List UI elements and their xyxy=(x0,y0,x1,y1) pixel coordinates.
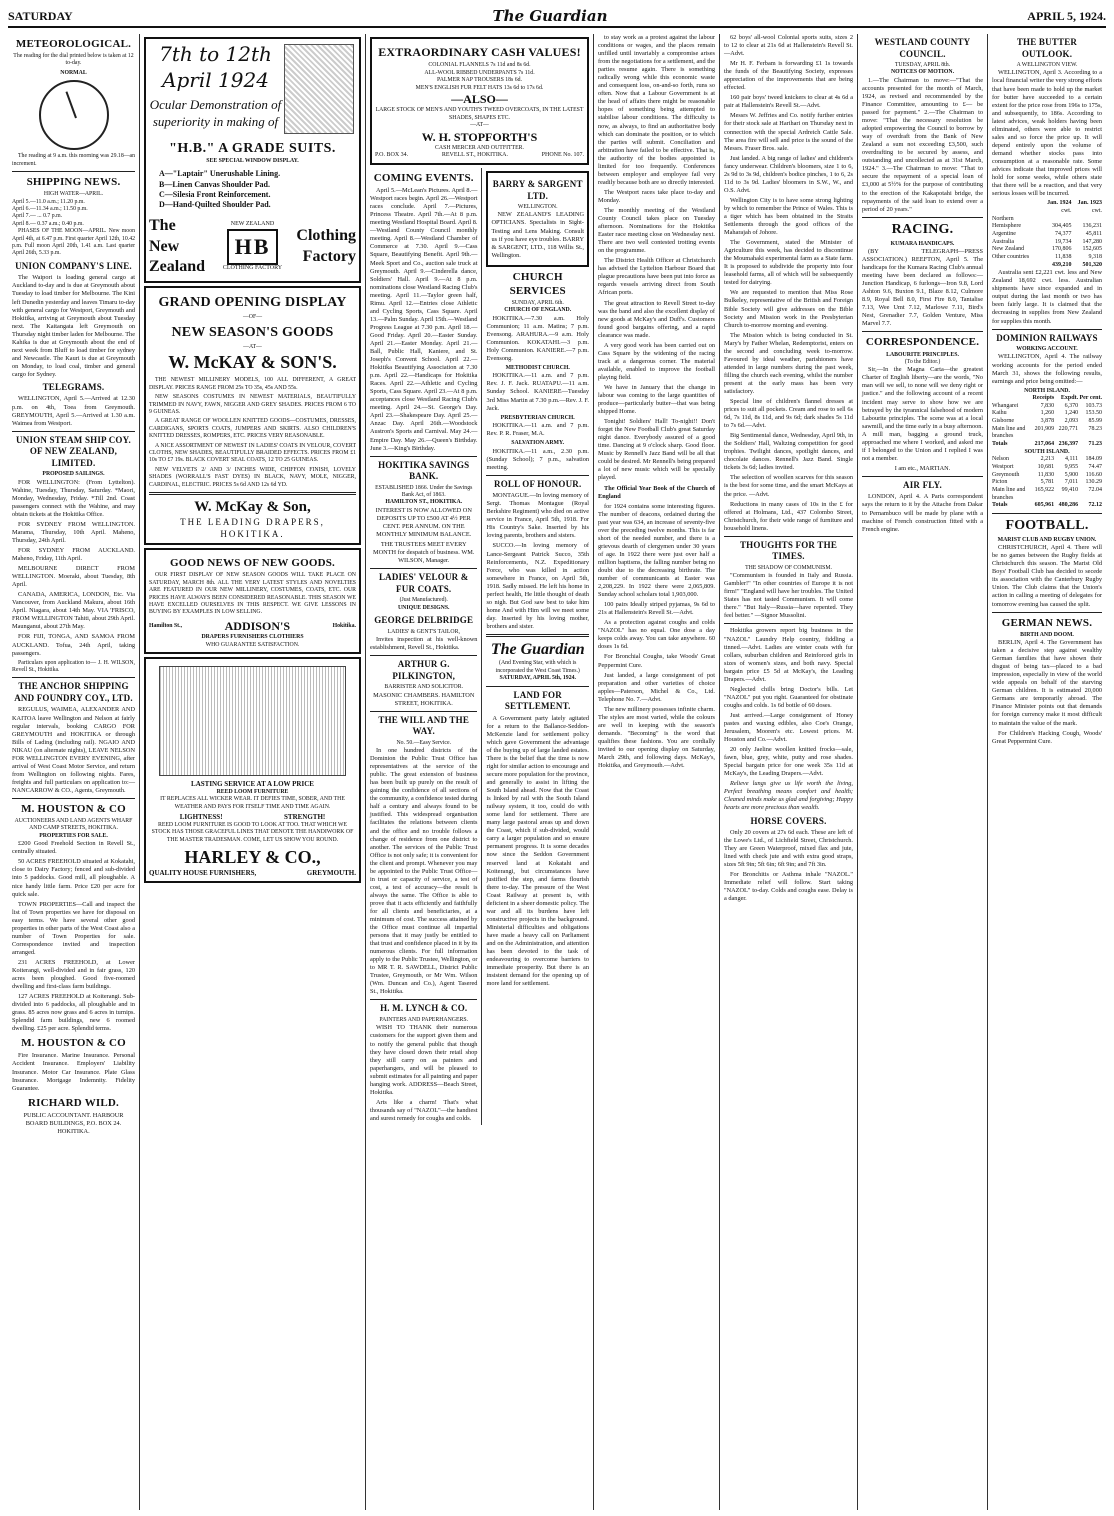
table-row: Other countries 11,838 9,318 xyxy=(992,253,1103,260)
hb-ocular: Ocular Demonstration of superiority in making of xyxy=(149,97,282,129)
church-meth-text: HOKITIKA.—11 a.m. and 7 p.m. Rev. J. F. Jack. RUATAPU.—11 a.m. Sunday School. KANIERE—Tuesday 3rd Miss Martin at 7.30 p.m.—Rev. J. F. Jack. xyxy=(486,372,589,412)
hb-date-2: April 1924 xyxy=(162,67,269,92)
church-sa: SALVATION ARMY. xyxy=(511,440,565,447)
harley-title: HARLEY & CO., xyxy=(184,847,321,868)
table-row: Gisborne 3,878 2,093 85.99 xyxy=(992,418,1102,425)
ecv-item: ALL-WOOL RIBBED UNDERPANTS 7s 11d. xyxy=(424,69,535,76)
hb-badge: HB xyxy=(227,229,279,265)
land-title: LAND FOR SETTLEMENT. xyxy=(504,689,571,712)
guardian-sub: (And Evening Star, with which is incorporated the West Coast Times.) xyxy=(495,660,580,674)
col5-top: to stay work as a protest against the labour conditions or wages, and the places remain unfilled until invariably a compromise arises from the negotiations for a settlement, and the parties resume again. There is something radically wrong while this economic waste and consequent loss, on-and-so forth, runs so often. Now that a Labour Government is at the head of affairs there might be reasonable hopes of something being attempted to stabilise labour conditions. The difficulty is now, as always, to find an authoritative body which can dominate the position, or to which the parties will submit. Conciliation and arbitration have failed to be effective. That is, the authority of the bodies appointed is limited for too frequently. Conferences between employer and employee fail very readily because both are so directly interested. xyxy=(598,34,715,186)
reductions-note: Reductions in many cases of 10s in the £ for offered at Holmans, Ltd., 437 Colombo Street, Christchurch, for their wide range of furniture and household linens. xyxy=(724,500,853,532)
lloyd-strength: STRENGTH! xyxy=(284,813,326,822)
masthead-date: APRIL 5, 1924. xyxy=(1027,8,1106,23)
honey-note: Just arrived.—Large consignment of Honey pastes and waxing edibles, also Coe's Orange, Jerusalem, Mooren's etc. Lowest prices. M. Houston and Co.—Advt. xyxy=(724,711,853,744)
airfly-title: AIR FLY. xyxy=(903,479,942,490)
scarves-note: The selection of woollen scarves for this season is the best for some time, and the smart McKays at the price. —Advt. xyxy=(724,474,853,498)
insurance-text: Fire Insurance. Marine Insurance. Personal Accident Insurance. Employers' Liability Insurance. Motor Car Insurance. Plate Glass Insurance. Mortgage Indemnity. Fidelity Guarantee. xyxy=(12,1052,135,1092)
hsb-addr: HAMILTON ST., HOKITIKA. xyxy=(385,499,463,506)
properties-heading: PROPERTIES FOR SALE. xyxy=(39,832,108,839)
table-row: Main line and branches 165,922 99,410 72.04 xyxy=(992,486,1102,501)
guardian-date: SATURDAY, APRIL 5th, 1924. xyxy=(499,675,576,682)
hokitika-note: Hokitika growers report big business in the "NAZOL" Laundry Help country, fiddling a tinned.—Advt. Ladies are winter coats with fur collars, suburban children and Reinforced girls in sizes of women's sizes, and both navy. Special bargain price £5 5d at McKay's, the Leading Drapers.—Advt. xyxy=(724,627,853,683)
tide-item: April 8.— 0.37 a.m.; 0.40 p.m. xyxy=(12,220,84,227)
meteorological-heading: METEOROLOGICAL. xyxy=(15,38,132,50)
table-row: Hemisphere 304,405 136,231 xyxy=(992,223,1103,230)
property-5: 127 ACRES FREEHOLD at Koiterangi. Sub-divided into 6 paddocks, all ploughable and in grass. 85 acres now grass and 6 acres in turnips. Splendid farm buildings, new 6 roomed dwelling. £25 per acre. Splendid terms. xyxy=(12,993,135,1033)
uss-sub: PROPOSED SAILINGS. xyxy=(42,471,105,478)
butter-text: WELLINGTON, April 3. According to a local financial writer the very strong efforts that have been made to hold up the market for butter have succeeded to a certain extent for the price rose from 196s to 175s, and subsequently, to 186s. According to latest advices, weak holders having been eliminated, others were able to restrict sales and so force the price up. It will depend entirely upon the volume of demand whether stocks pass into consumption at a reasonable rate. Some advices indicate that improved prices will hold for some weeks, while others state that there will be a reaction, and that very serious losses will be incurred. xyxy=(992,69,1102,198)
hb-right-text: Clothing Factory xyxy=(296,227,356,265)
ladies-sub: (Just Manufactured). xyxy=(399,597,448,604)
crowd-note: The great attraction to Revell Street to-day was the band and also the excellent display of new goods at McKay's and Duff's. Customers found good bargains offering, and a rapid clearance was made. xyxy=(598,299,715,339)
ecv-also: —ALSO— xyxy=(451,91,508,106)
succo-text: SUCCO.—In loving memory of Lance-Sergeant Patrick Succo, 35th Reinforcements, N.Z. Expeditionary Force, who was killed in action somewhere in France, on April 5th, 1918. Sadly missed. He left his home in perfect health, He little thought of death so nigh. But God saw best to take him home And with Him will we meet some day. Inserted by his loving mother, brothers and sister. xyxy=(486,542,589,630)
gn-text: OUR FIRST DISPLAY OF NEW SEASON GOODS WILL TAKE PLACE ON SATURDAY, MARCH 8th. ALL THE VERY LATEST STYLES AND NOVELTIES ARE FEATURED IN OUR NEW MILLINERY, COSTUMES, COATS, ETC. OUR PRICES HAVE ALWAYS BEEN CONSIDERED REASONABLE. THIS SEASON WE HAVE EXCELLED OURSELVES IN THIS RESPECT. WE GIVE LESSONS IN BUYING BY EXAMPLES IN LOW SELLING. xyxy=(149,572,356,616)
lynch-sub: PAINTERS AND PAPERHANGERS. xyxy=(379,1017,469,1023)
ecv-title: EXTRAORDINARY CASH VALUES! xyxy=(378,45,581,59)
hb-logo xyxy=(223,221,282,273)
column-1 xyxy=(8,34,140,1510)
gop-firm: W. McKAY & SON'S. xyxy=(168,352,337,373)
table-row: Greymouth 11,830 5,900 116.60 xyxy=(992,471,1102,478)
barry-sub: WELLINGTON. xyxy=(517,204,558,211)
columns xyxy=(8,34,1106,1510)
lynch-title: H. M. LYNCH & CO. xyxy=(380,1003,468,1014)
will-sub: No. 50.—Easy Service. xyxy=(396,739,452,746)
harley-town: GREYMOUTH. xyxy=(306,869,356,878)
gop-p3: A GREAT RANGE OF WOOLLEN KNITTED GOODS—COSTUMES, DRESSES, CARDIGANS, SPORTS COATS, JUMPERS AND SKIRTS. ALSO CHILDREN'S KNITTED DRESSES, ROMPERS, ETC. PRICES VERY REASONABLE. xyxy=(149,418,356,440)
stopforth-sub: CASH MERCER AND OUTFITTER. xyxy=(435,144,524,151)
uss-wellington: FOR WELLINGTON: (From Lyttelton). Wahine, Tuesday, Thursday, Saturday. *Maori, Monday, Wednesday, Friday. *Till 2nd. Coast passengers connect with the Wahine, and may obtain tickets at the Hokitika Office. xyxy=(12,478,135,518)
furniture-illustration xyxy=(159,666,346,776)
football-title: FOOTBALL. xyxy=(1005,517,1089,533)
bible-note: We are requested to mention that Miss Rose Bulkeley, representative of the British and Foreign Bible Society will give addresses on the Bible Society and Mission work in the Presbyterian Church to-morrow morning and evening. xyxy=(724,289,853,329)
hsb-title: HOKITIKA SAVINGS BANK. xyxy=(378,459,470,482)
will-text: In one hundred districts of the Dominion the Public Trust Office has representatives at the service of the public. The great extension of business has been built up purely on the result of gaining the confidence of all sections of the community, a confidence tested during half a century and always found to be justified. This widespread organisation facilitates the relations between clients and the office and no trouble follows a change of residence from one district to another. The services of the Public Trust Office is not only safe; it is convenient for the client and prompt. Whenever you may be appointed to the Public Trust Office—in trust or capacity of service, a test of cost, a test of accuracy—the result is always the same. The Office is able to prove that it acts efficiently and faithfully for all clients and beneficiaries, at a minimum of cost. The success attained by the Office must continue all impartial persons that it may justly be entitled to that trust and confidence placed in it by its numerous clients. For full information apply to the Public Trustee, Wellington, or to MR T. R. SAWDELL, District Public Trustee, Greymouth, or Mr Wm. Wilson (Wm. Duncan and Co.), Agent Tasered St., Hokitika. xyxy=(370,747,478,996)
table-row: Whangarei 7,830 6,370 103.73 xyxy=(992,402,1102,409)
jeffries-note: Messrs W. Jeffries and Co. notify further entries for their stock sale at Harihari on Thursday next in connection with the special Ardreich Cattle Sale. The area fire will sell and price is the sound of the Messrs. Fraser Bros. sale. xyxy=(724,112,853,152)
barometer-dial xyxy=(39,80,109,150)
butter-table xyxy=(992,200,1102,269)
corr-sub: LABOURITE PRINCIPLES. xyxy=(886,351,959,358)
hsb-est: ESTABLISHED 1866. Under the Savings Bank Act, of 1863. xyxy=(375,484,473,499)
houston-heading: M. HOUSTON & CO xyxy=(21,802,126,815)
arts-text: Arts like a charm! That's what thousands say of "NAZOL"—the handiest and surest remedy for coughs and colds. xyxy=(370,1098,478,1122)
pilkington-text: MASONIC CHAMBERS. HAMILTON STREET, HOKITIKA. xyxy=(373,691,475,707)
railways-table-south xyxy=(992,456,1102,510)
table-header: Receipts Expdt. Per cent. xyxy=(1032,395,1102,402)
knickers-note: 160 pair boys' tweed knickers to clear at 4s 6d a pair at Hallenstein's Revell St.—Advt. xyxy=(724,94,853,110)
uss-heading: UNION STEAM SHIP COY. OF NEW ZEALAND, LIMITED. xyxy=(16,434,131,468)
uss-auckland: FOR SYDNEY FROM AUCKLAND. Maheno, Friday, 11th April. xyxy=(12,547,135,563)
tide-item: April 6.—11.34 a.m.; 11.50 p.m. xyxy=(12,206,88,212)
prince-note: Wellington City is to have some strong lighting by which to remember the Prince of Wales. This is a tiger which has been obtained in the Straits Settlements through the good offices of the Maharajah of Johore. xyxy=(724,196,853,237)
railways-title: DOMINION RAILWAYS xyxy=(996,332,1098,343)
hsb-trustees: THE TRUSTEES MEET EVERY MONTH for despatch of business. WM. WILSON, Manager. xyxy=(372,541,475,565)
stopforth-street: REVELL ST., HOKITIKA. xyxy=(441,152,508,159)
hb-badge-bottom: CLOTHING FACTORY xyxy=(222,265,283,272)
horse-text: Only 20 covers at 27s 6d each. These are left of the Lowe's Ltd., of Lichfield Street, Christchurch. They are Green Waterproof, mixed flax and jute, lined with check jute and with extra good straps, sizes 5ft 9in; 5ft 6in; 6ft 9in; and 7ft 3in. xyxy=(724,829,853,869)
tide-item: April 5.—11.0 a.m.; 11.20 p.m. xyxy=(12,198,85,205)
masthead xyxy=(8,6,1106,28)
telegrams-text: WELLINGTON, April 5.—Arrived at 12.30 p.m. on 4th, Toea from Greymouth. GREYMOUTH, April 5.—Arrived at 1.30 a.m. Waimea from Westport. xyxy=(12,395,135,427)
ecv-at: —AT— xyxy=(470,122,489,129)
lloyd-lightness: LIGHTNESS! xyxy=(179,813,223,822)
table-header: Jan. 1924 Jan. 1923 xyxy=(1047,200,1103,207)
thoughts-title: THOUGHTS FOR THE TIMES. xyxy=(739,539,838,562)
cass-note: A very good work has been carried out on Cass Square by the widening of the racing track at a dangerous corner. The material available, enabled to improve the football playing field. xyxy=(598,341,715,381)
hb-feature: B—Linen Canvas Shoulder Pad. xyxy=(159,179,270,189)
north-island: NORTH ISLAND. xyxy=(1024,387,1070,394)
ecv-item: PALMER NAP TROUSERS 18s 6d. xyxy=(437,77,522,84)
union-heading: UNION COMPANY'S LINE. xyxy=(15,260,132,271)
table-row: Main line and branches 201,909 220,771 78.23 xyxy=(992,425,1102,440)
honour-text: MONTAGUE.—In loving memory of Sergt. Thomas Montague (Royal Berkshire Regiment) who died on active service in France, April 5th, 1918. For His Country's Sake. Inserted by his loving parents, brothers and sisters. xyxy=(486,492,589,540)
reed-loom-advert xyxy=(144,657,361,883)
tide-item: April 7.— ... 0.7 p.m. xyxy=(12,213,63,220)
uss-fiji: FOR FIJI, TONGA, AND SAMOA FROM AUCKLAND. Tofua, 24th April, taking passengers. xyxy=(12,633,135,657)
table-row: Picton 5,781 7,011 130.29 xyxy=(992,479,1102,486)
ecv-stock: LARGE STOCK OF MEN'S AND YOUTH'S TWEED OVERCOATS, IN THE LATEST SHADES, SHAPES ETC. xyxy=(375,107,584,121)
church-sa-text: HOKITIKA.—11 a.m., 2.30 p.m. (Sunday School); 7 p.m., salvation meeting. xyxy=(486,447,589,471)
addison-right: Hokitika. xyxy=(332,622,356,629)
dial-label: NORMAL xyxy=(60,69,87,76)
table-subheader: cwt. cwt. xyxy=(1061,207,1103,214)
hb-left-text: The New Zealand xyxy=(149,217,206,276)
hb-window: SEE SPECIAL WINDOW DISPLAY. xyxy=(206,157,299,164)
grand-opening-advert xyxy=(144,286,361,546)
church-column xyxy=(481,168,589,1125)
telegrams-heading: TELEGRAMS. xyxy=(42,381,105,392)
column-3 xyxy=(366,34,594,1510)
table-row: Totals 217,064 236,397 71.23 xyxy=(992,441,1102,448)
church-date: SUNDAY, APRIL 6th. xyxy=(511,299,564,306)
mckay-town: HOKITIKA. xyxy=(220,528,285,539)
column-6 xyxy=(858,34,988,1510)
anchor-text: REGULUS, WAIMEA, ALEXANDER AND KAITOA leave Wellington and Nelson at fairly regular intervals, booking CARGO FOR GREYMOUTH and HOKITIKA or through Bills of Lading (including rail). NGAIO AND NIKAU (on alternate nights), LEAVE NELSON FOR WELLINGTON EVERY EVENING, after arrival of West Coast Motor Service, and return from Wellington on following nights. Fares, freights and full particulars on application to:— NANCARROW & CO., Agents, Greymouth. xyxy=(12,706,135,794)
table-row: Argentine 74,377 45,811 xyxy=(992,230,1103,237)
childrens-note: Special line of children's flannel dresses at prices to suit all pockets. Cream and rose to sell 6s 6d, 7s 11d, 8s 11d, and 9s 6d; dark shades 5s 11d to 7s 6d.—Advt. xyxy=(724,398,853,430)
column-2 xyxy=(140,34,366,1510)
uss-canada: CANADA, AMERICA, LONDON, Etc. Via Vancouver, from Auckland Makura, about 16th April. Niagara, about 14th May. VIA 'FRISCO, FROM WELLINGTON Tahiti, about 29th April. Maunganui, about 27th May. xyxy=(12,591,135,631)
millinery-note: The new millinery possesses infinite charm. The styles are most varied, while the colours are well in keeping with the season's demands. "Becoming" is the word that qualifies these fashions. You are cordially invited to our opening display on Saturday, March 29th, and following days. McKay's, Hokitika, and Greymouth.—Advt. xyxy=(598,705,715,770)
mckay-sub: THE LEADING DRAPERS, xyxy=(180,517,325,528)
lloyd-sub: REED LOOM FURNITURE xyxy=(216,788,289,795)
table-row: Westport 10,681 9,955 74.47 xyxy=(992,463,1102,470)
lloyd-text: IT REPLACES ALL WICKER WEAR. IT DEFIES TIME, SOBER, AND THE WEATHER AND PAYS FOR ITSELF TIME AND TIME AGAIN. xyxy=(160,796,345,810)
cash-values-advert xyxy=(370,37,589,165)
pilkington-title: ARTHUR G. PILKINGTON, xyxy=(392,659,456,681)
gop-p4: A NICE ASSORTMENT OF NEWEST IN LADIES' COATS IN VELOUR, COVERT CLOTHS, NEW SHADES, BEAUTIFULLY BRAIDED EFFECTS. PRICES FROM £1 10s TO £7 19s. BLACK COVERT SEAL COATS, 12 TO 25 GUINEAS. xyxy=(149,442,356,464)
german-text: BERLIN, April 4. The Government has taken a decisive step against wealthy German families that have shown their disgust of being tax—placed to a bad impression, especially in view of the world wide appeals on behalf of the starving German children. It is estimated 20,000 Germans are temporarily abroad. The Finance Minister points out that demands for foreign currency make it most difficult to maintain the value of the mark. xyxy=(992,639,1102,727)
uss-melbourne: MELBOURNE DIRECT FROM WELLINGTON. Moeraki, about Tuesday, 8th April. xyxy=(12,565,135,589)
church-pres: PRESBYTERIAN CHURCH. xyxy=(500,414,575,421)
stopforth-name: W. H. STOPFORTH'S xyxy=(421,129,538,144)
mission-note: The Mission which is being conducted in St. Mary's by Father Whelan, Redemptorist, enters on the second and concluding week to-morrow. Favoured by ideal weather, parishioners have attended in large numbers during the past week, filling the church each evening, whilst the number present at the early mass has been very satisfactory. xyxy=(724,331,853,395)
high-water-heading: HIGH WATER—APRIL. xyxy=(43,191,104,198)
church-pres-text: HOKITIKA.—11 a.m. and 7 p.m. Rev. P. R. Fraser, M.A. xyxy=(486,422,589,438)
masthead-day: SATURDAY xyxy=(8,8,73,23)
guardian-title: The Guardian xyxy=(490,640,585,658)
corr-text: Sir,—In the Magna Carta—the greatest Charter of English liberty—are the words, "No man will we sell, to none will we deny right or justice." and the following account of a recent incident may serve to show how we are betrayed by the tyrannical falsehood of modern Labourite principles. The scene was at a local sawmill, and the time early in a busy afternoon. A mill man, bagging a ground truck, approached me where I worked, and asked me if I belonged to the Union and I replied I was not a member. xyxy=(862,366,983,462)
thoughts-text: "Communism is founded in Italy and Russia. Gambler!" "In other countries of Europe it is not firm!" "England will have her troubles. The United States has not tasted Communism. It will come there." "But Italy—Russia—have repented. They feel better." —Signor Mussolini. xyxy=(724,572,853,620)
table-row: New Zealand 170,806 152,605 xyxy=(992,246,1103,253)
union-text: The Waipori is loading general cargo at Auckland to-day and is due at Greymouth about Tuesday to load timber for Melbourne. The Kini left Dunedin yesterday and leaves Timaru to-day with general cargo for Westport, Greymouth and Hokitika, arriving at Greymouth about Tuesday next. The Kaitangata left Greymouth on Thursday night timber laden for Melbourne. The Kahika is due at Greymouth about the end of next week from Bluff to load timber for sydney and Newcastle. The Kauri is due at Greymouth on Monday, to load coal, timber and general cargo for Sydney. xyxy=(12,274,135,378)
south-island: SOUTH ISLAND. xyxy=(1024,448,1070,455)
offer-text: for 1924 contains some interesting figures. The number of deacons, ordained during the past year was 634, an increase of seventy-five over the preceding twelve months. This is far short of the needed number, and there is a grievous dearth of clergymen under 30 years of age. In 1922 there were just over half a million baptisms, the falling number being no doubt due to the decreasing birthrate. The number of communicants at Easter was 2,208,229. In 1922 there were 2,065,809. Sunday school scholars total 1,903,000. xyxy=(598,502,715,599)
table-row: Australia 19,734 147,280 xyxy=(992,238,1103,245)
delbridge-sub: LADIES' & GENT'S TAILOR, xyxy=(387,628,460,635)
property-4: 231 ACRES FREEHOLD, at Lower Koiterangi, well-divided and in fair grass, 120 acres been ploughed. Good five-roomed dwelling and first-class farm buildings. xyxy=(12,958,135,991)
property-2: 50 ACRES FREEHOLD situated at Kokatahi, close to Dairy Factory; fenced and sub-divided into 5 paddocks. Good mill, all ploughable. A nice handy little farm. Price £20 per acre for quick sale. xyxy=(12,858,135,898)
railways-text: WELLINGTON, April 4. The railway working accounts for the period ended March 31, shows the following results, earnings and price being omitted:— xyxy=(992,353,1102,385)
table-row: 439,210 501,320 xyxy=(1051,261,1103,268)
column-7 xyxy=(988,34,1106,1510)
government-note: The Government, stated the Minister of Agriculture this week, has decided to discontinue the Moumahaki experimental farm as a State farm. It is proposed to subdivide the property into four leasehold farms, all of which will be subsequently tested for dairying. xyxy=(724,239,853,287)
german-sub: BIRTH AND DOOM. xyxy=(1020,631,1074,638)
bronchial-note: For Bronchial Coughs, take Woods' Great Peppermint Cure. xyxy=(598,653,715,669)
butter-note: Australia sent £2,221 cwt. less and New Zealand 18,692 cwt. less. Australian shipments have since expanded and in output during the last month or two has been fairly large. It is claimed that the decreasing in supplies from New Zealand for supplies this month. xyxy=(992,269,1102,325)
table-row: Nelson 2,213 4,111 184.09 xyxy=(992,456,1102,463)
german-title: GERMAN NEWS. xyxy=(1001,616,1093,629)
moon-phases: PHASES OF THE MOON—APRIL. New moon April 4th, at 6.47 p.m. First quarter April 12th, 10.42 p.m. Full moon April 20th, 1.41 a.m. Last quarter April 26th, 5.33 p.m. xyxy=(12,228,135,257)
addison-guarantee: WHO GUARANTEE SATISFACTION. xyxy=(205,641,300,648)
gop-p5: NEW VELVETS 2/ AND 3/ INCHES WIDE, CHIFFON FINISH, LOVELY SHADES (WORRALL'S FAST DYES) IN BLACK, NAVY, MOLE, NIGGER, CARDINAL, ELECTRIC. PRICES 5s 6d AND 12s 6d YD. xyxy=(149,466,356,488)
uss-footer: Particulars upon application to— J. H. WILSON, Revell St., Hokitika. xyxy=(12,659,135,674)
neglect-note: Neglected chills bring Doctor's bills. Let "NAZOL" put you right. Guaranteed for obstinate coughs and colds. 1s 6d bottle of 60 doses. xyxy=(724,685,853,709)
meteorological-footnote: The reading at 9 a.m. this morning was 29.18—an increment. xyxy=(12,153,135,167)
coat-illustration xyxy=(284,44,354,134)
ce-title: COMING EVENTS. xyxy=(373,172,474,184)
dance-note-2: Big Sentimental dance, Wednesday, April 9th, in the Soldiers' Hall, Waltzing competition for good trophies. Twilight dances, spotlight dances, and chocolate dances. Rennell's Jazz Band. Single tickets 3s 6d; ladies invited. xyxy=(724,432,853,472)
racing-text: (BY TELEGRAPH—PRESS ASSOCIATION.) REEFTON, April 5. The handicaps for the Kumara Racing Club's annual meeting have been declared as follows:—Junction Handicap, 6 furlongs—Iron 9.8, Lord Ashton 9.6, Buxton 9.1, Blaze 8.12, Culmore 8.9, Royal Bell 8.0, First Fire 8.0, Tantalise 7.13, Wee Umt 7.12, Marlowe 7.11, Bird's Nest, Grenadier 7.7, Golden Venture, Miss Marvel 7.7. xyxy=(862,247,983,328)
hb-badge-top: NEW ZEALAND xyxy=(230,221,275,228)
gop-at: —AT— xyxy=(243,343,262,350)
ladies-title: LADIES' VELOUR & FUR COATS. xyxy=(378,572,469,594)
church-title: CHURCH SERVICES xyxy=(509,270,566,297)
delbridge-text: Invites inspection at his well-known establishment, Revell St., Hokitika. xyxy=(370,635,478,652)
church-ce-text: HOKITIKA.—7.30 a.m. Holy Communion; 11 a.m. Matins; 7 p.m. Evensong. ARAHURA.—9 a.m. Holy Communion. KOKATAHI.—3 p.m. Holy Communion. KANIERE.—7 p.m. Evensong. xyxy=(486,314,589,362)
gop-p1: THE NEWEST MILLINERY MODELS, 100 ALL DIFFERENT, A GREAT DISPLAY. PRICES RANGE FROM 25s TO 35s, 45s AND 55s. xyxy=(149,377,356,391)
stopforth-phone: PHONE No. 107. xyxy=(541,152,584,159)
gop-title: GRAND OPENING DISPLAY xyxy=(158,294,347,310)
hb-feature: C—Silesia Front Reinforcement. xyxy=(159,189,271,199)
pilkington-sub: BARRISTER AND SOLICITOR. xyxy=(384,684,464,691)
table-row: Kaihu 1,260 1,240 153.50 xyxy=(992,410,1102,417)
gn-title: GOOD NEWS OF NEW GOODS. xyxy=(169,557,336,570)
stopforth-box: P.O. BOX 34. xyxy=(375,152,409,159)
wcc-date: TUESDAY, APRIL 8th. xyxy=(894,62,951,69)
corr-to: (To the Editor.) xyxy=(904,358,941,365)
ferbam-note: Mr H. F. Ferbam is forwarding £1 1s towards the funds of the Beautifying Society, expresses appreciation of the improvements that are being effected. xyxy=(724,60,853,92)
gop-goods: NEW SEASON'S GOODS xyxy=(171,324,334,340)
delbridge-title: GEORGE DELBRIDGE xyxy=(374,615,474,626)
gop-p2: NEW SEASONS COSTUMES IN NEWEST MATERIALS, BEAUTIFULLY TRIMMED IN NAVY, FAWN, NIGGER AND GREY SHADES. PRICES FROM 6 TO 9 GUINEAS. xyxy=(149,394,356,415)
thoughts-sub: THE SHADOW OF COMMUNISM. xyxy=(745,564,832,571)
hb-suits: "H.B." A GRADE SUITS. xyxy=(169,141,336,156)
hb-date-1: 7th to 12th xyxy=(159,42,272,66)
dance-note: Tonight! Soldiers' Hall! To-night!! Don't forget the New Football Club's great Saturday night dance. Everybody assured of a good time. Dancing at 9 o'clock sharp. Good floor. Music by Rennell's Jazz Band will be all that could be desired. Mr Rennell's being prepared a lot of new music which will be specially played. xyxy=(598,418,715,482)
racing-title: RACING. xyxy=(891,221,954,237)
addison-sub: DRAPERS FURNISHERS CLOTHIERS xyxy=(201,634,304,641)
butter-sub: A WELLINGTON VIEW. xyxy=(1016,62,1078,69)
hb-advert xyxy=(144,37,361,283)
lloyd-text-2: REED LOOM FURNITURE IS GOOD TO LOOK AT TOO. THAT WHICH WE STOCK HAS THOSE GRACEFUL LINES THAT DENOTE THE HANDIWORK OF THE MASTER TRADESMAN. COME, LET US SHOW YOU ROUND. xyxy=(151,822,354,843)
nazol-note: As a protection against coughs and colds "NAZOL" has no equal. One dose a day keeps colds away. You can take anywhere. 60 doses 1s 6d. xyxy=(598,619,715,651)
houston-sub: AUCTIONEERS AND LAND AGENTS WHARF AND CAMP STREETS, HOKITIKA. xyxy=(14,818,133,832)
apples-note: Just landed, a large consignment of pot preparation and other varieties of choice apples—Paterson, Michel & Co., Ltd. Telephone No. 7.—Advt. xyxy=(598,671,715,703)
football-sub: MARIST CLUB AND RUGBY UNION. xyxy=(997,536,1097,543)
harley-sub: QUALITY HOUSE FURNISHERS, xyxy=(149,869,257,878)
ce-text: April 5.—McLean's Pictures. April 8.—Westport races begin. April 26.—Westport races conclude. April 7.—Pictures, Princess Theatre. April 7th.—At 8 p.m. meeting Westland Hospital Board. April 8.—Westland County Council monthly meeting. April 8.—Westland Chamber of Commerce at 7.30. April 9.—Cass Square, Beautifying Benefit. April 9th.—Meek Sport and Co., auction sale truck at Greymouth. April 9.—Cinderella dance, Soldiers' Hall. April 9.—At 8 p.m. nominations close Westland Racing Club's meeting. April 11.—Taylor green half, Rimu. April 12.—Entries close Athletic and Cycling Sports, Cass Square. April 13.—Palm Sunday. April 15th.—Westland Progress League at 7.30 p.m. April 18.—Good Friday. April 20.—Easter Sunday. April 21.—Easter Monday. April 21.—Ball, Public Hall, Kaniere, and St. Joseph's Convent School. April 22.—Hokitika Beautifying Association at 7.30 p.m. April 22.—Handicaps for Hokitika Races. April 22.—Athletic and Cycling Sports, Cass Square. April 23.—At 8 p.m. acceptances close Westland Racing Club's meeting. April 24.—St. George's Day. April 23.—Shakespeare Day. April 25.—Anzac Day. April 26th.—Woodstock Austron's Sports and Carnival. May 24.—Empire Day. May 26.—Queen's Birthday. June 3.—King's Birthday. xyxy=(370,187,478,452)
masthead-title: The Guardian xyxy=(492,7,608,25)
table-row: Totals 605,961 480,286 72.12 xyxy=(992,502,1102,509)
wild-text: PUBLIC ACCOUNTANT. HARBOUR BOARD BUILDINGS, P.O. BOX 24. HOKITIKA. xyxy=(23,1111,124,1135)
column-5 xyxy=(720,34,858,1510)
children-cough-note: For Children's Hacking Cough, Woods' Great Peppermint Cure. xyxy=(992,729,1102,745)
wcc-sub: NOTICES OF MOTION. xyxy=(890,69,955,76)
ecv-item: COLONIAL FLANNELS 7s 11d and 8s 6d. xyxy=(428,62,531,69)
horse-title: HORSE COVERS. xyxy=(750,815,827,826)
lynch-text: WISH TO THANK their numerous customers for the support given them and to notify the general public that though they have closed down their retail shop they still carry on as painters and paperhangers, and will be pleased to submit estimates for all painting and paper hanging work. ADDRESS—Beach Street, Hokitika. xyxy=(370,1024,478,1096)
lloyd-title: LASTING SERVICE AT A LOW PRICE xyxy=(191,779,314,788)
railways-table-north xyxy=(992,395,1102,449)
offer-title: The Official Year Book of the Church of England xyxy=(598,484,715,500)
pyjamas-note: 100 pairs Ideally striped pyjamas, 9s 6d to 21s at Hallenstein's Revell St.—Advt. xyxy=(598,601,715,617)
barry-title: BARRY & SARGENT LTD. xyxy=(492,179,583,201)
underwear-note: Just landed. A big range of ladies' and children's fancy underwear. Children's bloomers, size 1 to 6, 2s 9d to 3s 9d, children's bodice pinches, 1 to 6, 2s 11d to 3s 9d. Ladies' bloomers in S.W., W., and O.S. Advt. xyxy=(724,154,853,194)
church-ce: CHURCH OF ENGLAND. xyxy=(504,307,572,314)
frocks-note: 20 only Jaeline woollen knitted frocks—sale, fawn, blue, grey, white, putty and rose shades. Special bargain price for one week 35s 11d at McKay's, the Leading Drapers.—Advt. xyxy=(724,746,853,778)
addison-left: Hamilton St., xyxy=(149,622,183,629)
honour-title: ROLL OF HONOUR. xyxy=(494,478,582,489)
barry-advert xyxy=(486,171,589,267)
church-meth: METHODIST CHURCH. xyxy=(505,364,570,371)
land-text: A Government party lately agitated for a return to the Ballance-Seddon-McKenzie land for settlement policy which gave Government the advantage of the buying up of large landed estates. There is the belief that the time is now right for similar action to encourage and secure more population for the province, and generally to assist in lifting the South Island ahead. Now that the Coast is linked by rail with the South Island railway system, it too, could do with some land for settlement. There are many large pastoral areas up and down the Coast, which if sub-divided, would carry a larger population and so ensure permanent progress. It is some decades now since the Seddon Government reserved land at Kokatahi and Koiterangi, but circumstances have justified the step, and farms flourish there to-day. The pressure of the West Coast Railway at present is, with deficient in a sheer domestic policy. The war and all its burdens have left constructive projects in the background. Ministerial difficulties and obligations have made a heavy call on Parliament and on the Administration, and attention has been devoted to the task of endeavouring to overcome barriers to immediate prosperity. But there is an insistent demand for the opening up of more land for settlement. xyxy=(486,714,589,988)
wild-heading: RICHARD WILD. xyxy=(27,1096,120,1109)
meteorological-text: The reading for the dial printed below is taken at 12 to-day. xyxy=(13,53,134,67)
tide-list xyxy=(12,199,135,229)
westland-note: The monthly meeting of the Westland County Council takes place on Tuesday afternoon. Nominations for the Hokitika Easter race meeting close on Wednesday next. There are two well contested trotting events on the programme. xyxy=(598,206,715,255)
anchor-heading: THE ANCHOR SHIPPING AND FOUNDRY COY., LTD. xyxy=(14,681,133,703)
gop-of: —OF— xyxy=(242,313,262,320)
hb-feature: D—Hand-Quilted Shoulder Pad. xyxy=(159,200,271,210)
racing-sub: KUMARA HANDICAPS. xyxy=(890,240,955,247)
table-row: Northern xyxy=(992,215,1014,222)
westport-note: The Westport races take place to-day and Monday. xyxy=(598,188,715,204)
houston-heading-2: M. HOUSTON & CO xyxy=(21,1037,126,1050)
mckay-title: W. McKay & Son, xyxy=(194,499,311,515)
column-4 xyxy=(594,34,720,1510)
hb-feature: A—"Laptair" Unerushable Lining. xyxy=(159,169,281,179)
butter-title: THE BUTTER OUTLOOK. xyxy=(1016,37,1078,59)
railways-sub: WORKING ACCOUNT. xyxy=(1016,346,1078,353)
property-1: £200 Good Freehold Section in Revell St., centrally situated. xyxy=(12,840,135,856)
coming-events xyxy=(370,168,477,1125)
hsb-interest: INTEREST IS NOW ALLOWED ON DEPOSITS UP TO £500 AT 4½ PER CENT. PER ANNUM. ON THE MONTHLY MINIMUM BALANCE. xyxy=(375,506,472,539)
ladies-unique: UNIQUE DESIGNS. xyxy=(397,604,450,611)
barry-text: NEW ZEALAND'S LEADING OPTICIANS. Specialists in Sight-Testing and Lens Making. Consult us if you have eye troubles. BARRY & SARGENT, LTD., 118 Willis St., Wellington. xyxy=(491,211,584,259)
rally-note: We have in January that the change in labour was coming to the large quantities of produce—particularly butter—that was being shipped Home. xyxy=(598,383,715,416)
ecv-item: MEN'S ENGLISH FUR FELT HATS 13s 6d to 17s 6d. xyxy=(415,84,544,91)
bronchitis-note: For Bronchitis or Asthma inhale "NAZOL." Immediate relief will follow. Start taking "NAZOL" to-day. Colds and coughs ease. Delay is a danger. xyxy=(724,871,853,903)
shipping-heading: SHIPPING NEWS. xyxy=(26,176,121,189)
wcc-title: WESTLAND COUNTY COUNCIL. xyxy=(874,37,971,59)
football-text: CHRISTCHURCH, April 4. There will be no games between the Rugby fields at Christchurch this season. The Marist Old Boys' Football Club has decided to secede its association with the Canterbury Rugby Union. The Club claims that the Union's action in calling a meeting of delegates for tomorrow evening has caused the split. xyxy=(992,544,1102,608)
addison-name: ADDISON'S xyxy=(224,618,290,633)
property-3: TOWN PROPERTIES—Call and inspect the list of Town properties we have for disposal on easy terms. We have several other good properties in other parts of the West Coast also a number of Town Properties for sale. Correspondence invited and inspection arranged. xyxy=(12,900,135,956)
uss-sydney: FOR SYDNEY FROM WELLINGTON. Marama, Thursday, 10th April. Maheno, Thursday, 24th April. xyxy=(12,520,135,544)
will-title: THE WILL AND THE WAY. xyxy=(378,714,470,737)
boys-note: 62 boys' all-wool Colonial sports suits, sizes 2 to 12 to clear at 21s 6d at Hallenstein's Revell St.—Advt. xyxy=(724,34,853,58)
verse-note: Relieve lungs give us life worth the living, Perfect breathing means comfort and health; Cleaned minds make us glad and forgiving; Happy hearts are more precious than wealth. xyxy=(724,780,853,812)
airfly-text: LONDON, April 4. A Paris correspondent says the return to it by the Attache from Dakar to Pernambuco will be made by plane with a machine of French construction fitted with a French engine. xyxy=(862,493,983,533)
hb-features xyxy=(159,169,346,210)
health-note: The District Health Officer at Christchurch has advised the Lyttelton Harbour Board that plague precautions have been put into force as regards vessels arriving direct from South African ports. xyxy=(598,257,715,297)
corr-title: CORRESPONDENCE. xyxy=(865,336,980,349)
good-news-advert xyxy=(144,548,361,654)
wcc-text: 1.—The Chairman to move:—"That the accounts presented for the month of March, 1924, as revised and recommended by the Finance Committee, amounting to £— be passed for payment." 2.—The Chairman to move: "That the necessary resolution be adopted empowering the Council to borrow by way of overdraft from the Bank of New Zealand a sum not exceeding £3,500, such overdrafting to be secured by assess, and outstanding and uncollected as at 31st March, 1924." 3.—The Chairman to move: "That to secure the repayment of a special loan of £3,000 at 5½% for the purpose of contributing to the erection of the Kakapotahi bridge, the repayments of the said loan to extend over a period of 20 years." xyxy=(862,76,983,213)
corr-signature: I am etc., MARTIAN. xyxy=(894,464,951,472)
